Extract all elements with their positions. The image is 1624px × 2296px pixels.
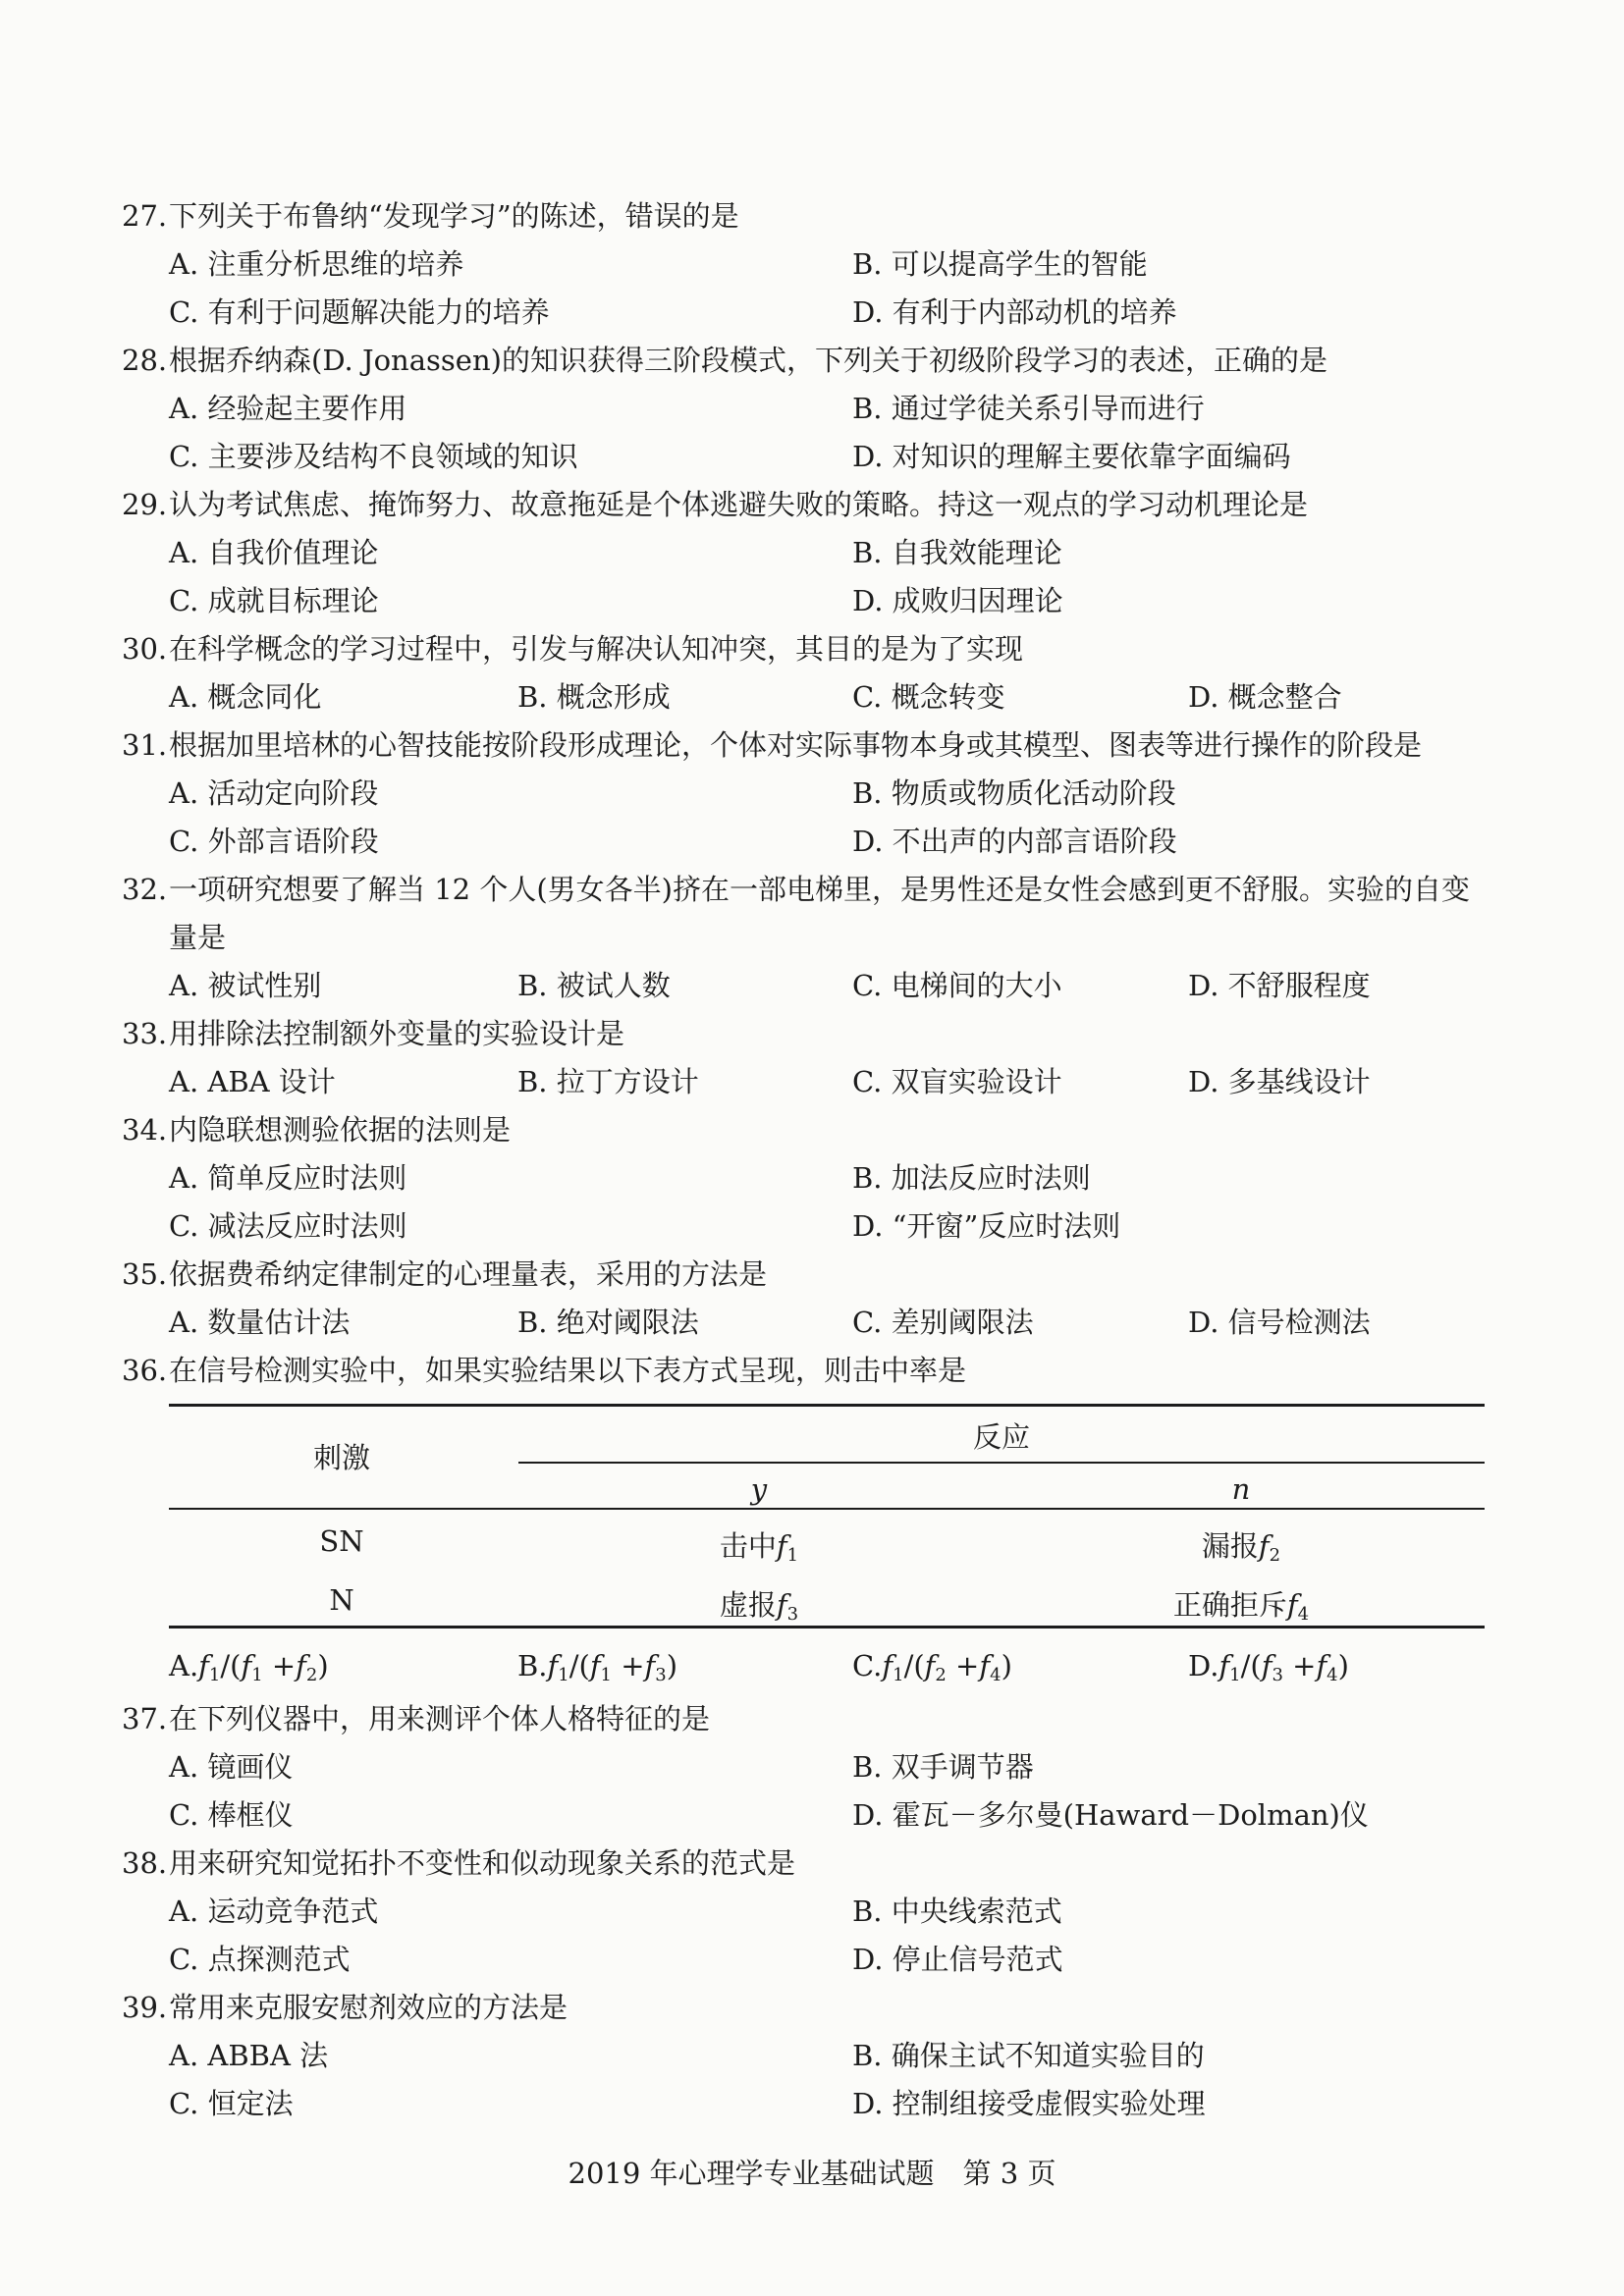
question-31 [122,723,1422,764]
question-38 [122,1842,795,1882]
option-d: D. 成败归因理论 [852,584,1063,617]
question-number: 39. [122,1991,168,2024]
question-number: 33. [122,1017,168,1050]
table-col-y: y [750,1472,768,1506]
option-a: A. ABA 设计 [169,1065,336,1098]
question-number: 34. [122,1113,168,1147]
question-stem: 在信号检测实验中，如果实验结果以下表方式呈现，则击中率是 [169,1354,967,1387]
option-a: A. 镜画仪 [169,1750,294,1784]
question-stem: 用排除法控制额外变量的实验设计是 [169,1017,625,1050]
option-c: C. 概念转变 [852,680,1005,714]
question-35 [122,1253,767,1293]
table-cell-false-alarm [720,1583,798,1625]
table-cell-hit [720,1524,798,1566]
option-d: $D.f_1/(f_3 +f_4)$ [1188,1649,1349,1685]
cell-subscript: 1 [786,1545,799,1566]
question-number: 28. [122,344,168,377]
option-b: B. 通过学徒关系引导而进行 [852,392,1205,425]
question-number: 30. [122,632,168,666]
option-c: C. 外部言语阶段 [169,825,379,858]
option-c: $C.f_1/(f_2 +f_4)$ [852,1649,1012,1685]
option-a: A. 概念同化 [169,680,322,714]
question-27 [122,194,739,235]
option-b: B. 加法反应时法则 [852,1161,1091,1195]
cell-symbol: f [1258,1529,1270,1563]
cell-label: 虚报 [719,1588,777,1622]
question-28 [122,339,1327,379]
option-a: A. ABBA 法 [169,2039,329,2072]
question-stem: 在下列仪器中，用来测评个体人格特征的是 [169,1702,711,1735]
option-c: C. 有利于问题解决能力的培养 [169,295,550,329]
table-bottom-rule [169,1626,1485,1629]
question-stem: 用来研究知觉拓扑不变性和似动现象关系的范式是 [169,1846,796,1880]
table-col-n: n [1231,1472,1251,1506]
cell-subscript: 4 [1297,1604,1310,1625]
table-top-rule [169,1404,1485,1407]
cell-symbol: f [776,1588,787,1622]
option-d: D. 不舒服程度 [1188,969,1371,1002]
option-a: A. 简单反应时法则 [169,1161,407,1195]
question-number: 36. [122,1354,168,1387]
option-a: A. 运动竞争范式 [169,1895,379,1928]
option-b: $B.f_1/(f_1 +f_3)$ [517,1649,678,1685]
option-d: D. 霍瓦－多尔曼(Haward－Dolman)仪 [852,1798,1369,1832]
option-b: B. 物质或物质化活动阶段 [852,776,1176,810]
option-c: C. 恒定法 [169,2087,294,2120]
option-c: C. 点探测范式 [169,1943,351,1976]
option-d: D. 控制组接受虚假实验处理 [852,2087,1206,2120]
option-b: B. 中央线索范式 [852,1895,1062,1928]
question-39 [122,1986,568,2026]
option-b: B. 确保主试不知道实验目的 [852,2039,1205,2072]
cell-subscript: 3 [786,1604,799,1625]
question-number: 35. [122,1257,168,1291]
question-stem: 在科学概念的学习过程中，引发与解决认知冲突，其目的是为了实现 [169,632,1024,666]
option-c: C. 电梯间的大小 [852,969,1062,1002]
table-stimulus-sn: SN [319,1524,364,1558]
table-cell-correct-rejection [1173,1583,1309,1625]
option-c: C. 棒框仪 [169,1798,294,1832]
table-header-response: 反应 [972,1420,1031,1454]
question-29 [122,483,1308,523]
question-stem: 下列关于布鲁纳“发现学习”的陈述，错误的是 [169,199,739,233]
option-c: C. 成就目标理论 [169,584,379,617]
option-a: $A.f_1/(f_1 +f_2)$ [169,1649,329,1685]
question-stem: 常用来克服安慰剂效应的方法是 [169,1991,568,2024]
option-a: A. 经验起主要作用 [169,392,407,425]
option-a: A. 被试性别 [169,969,322,1002]
cell-label: 击中 [719,1529,777,1563]
option-c: C. 差别阈限法 [852,1306,1034,1339]
option-d: D. 信号检测法 [1188,1306,1371,1339]
question-number: 38. [122,1846,168,1880]
question-36 [122,1349,966,1389]
option-a: A. 自我价值理论 [169,536,379,569]
question-32 [122,868,1470,908]
option-b: B. 被试人数 [517,969,671,1002]
option-a: A. 注重分析思维的培养 [169,247,464,281]
cell-label: 漏报 [1201,1529,1259,1563]
cell-symbol: f [776,1529,787,1563]
question-number: 32. [122,873,168,906]
option-a: A. 活动定向阶段 [169,776,379,810]
option-c: C. 减法反应时法则 [169,1209,407,1243]
table-header-subrule [518,1462,1485,1464]
cell-subscript: 2 [1269,1545,1281,1566]
question-stem: 依据费希纳定律制定的心理量表，采用的方法是 [169,1257,768,1291]
option-d: D. 不出声的内部言语阶段 [852,825,1177,858]
question-number: 29. [122,488,168,521]
option-d: D. 有利于内部动机的培养 [852,295,1177,329]
table-header-stimulus: 刺激 [312,1441,371,1474]
cell-label: 正确拒斥 [1172,1588,1287,1622]
option-b: B. 拉丁方设计 [517,1065,699,1098]
table-mid-rule [169,1508,1485,1510]
question-stem: 认为考试焦虑、掩饰努力、故意拖延是个体逃避失败的策略。持这一观点的学习动机理论是 [169,488,1309,521]
question-stem: 一项研究想要了解当 12 个人(男女各半)挤在一部电梯里，是男性还是女性会感到更不舒服。实验的自变 [169,873,1470,906]
table-stimulus-n: N [329,1583,354,1617]
question-number: 37. [122,1702,168,1735]
option-c: C. 主要涉及结构不良领域的知识 [169,440,578,473]
question-37 [122,1697,710,1737]
question-stem: 根据乔纳森(D. Jonassen)的知识获得三阶段模式，下列关于初级阶段学习的表述，正确的是 [169,344,1327,377]
question-stem-continuation: 量是 [169,921,227,954]
question-stem: 内隐联想测验依据的法则是 [169,1113,512,1147]
option-b: B. 绝对阈限法 [517,1306,699,1339]
option-d: D. 概念整合 [1188,680,1342,714]
option-a: A. 数量估计法 [169,1306,351,1339]
option-d: D. 多基线设计 [1188,1065,1371,1098]
option-b: B. 自我效能理论 [852,536,1062,569]
option-b: B. 可以提高学生的智能 [852,247,1148,281]
option-b: B. 双手调节器 [852,1750,1034,1784]
option-b: B. 概念形成 [517,680,671,714]
question-34 [122,1108,511,1148]
question-number: 27. [122,199,168,233]
page-footer: 2019 年心理学专业基础试题 第 3 页 [568,2157,1056,2190]
option-c: C. 双盲实验设计 [852,1065,1062,1098]
question-stem: 根据加里培林的心智技能按阶段形成理论，个体对实际事物本身或其模型、图表等进行操作的阶段是 [169,728,1423,762]
table-cell-miss [1202,1524,1280,1566]
option-d: D. 停止信号范式 [852,1943,1063,1976]
question-30 [122,627,1023,667]
option-d: D. 对知识的理解主要依靠字面编码 [852,440,1291,473]
option-d: D. “开窗”反应时法则 [852,1209,1121,1243]
question-33 [122,1012,624,1052]
cell-symbol: f [1286,1588,1298,1622]
question-number: 31. [122,728,168,762]
